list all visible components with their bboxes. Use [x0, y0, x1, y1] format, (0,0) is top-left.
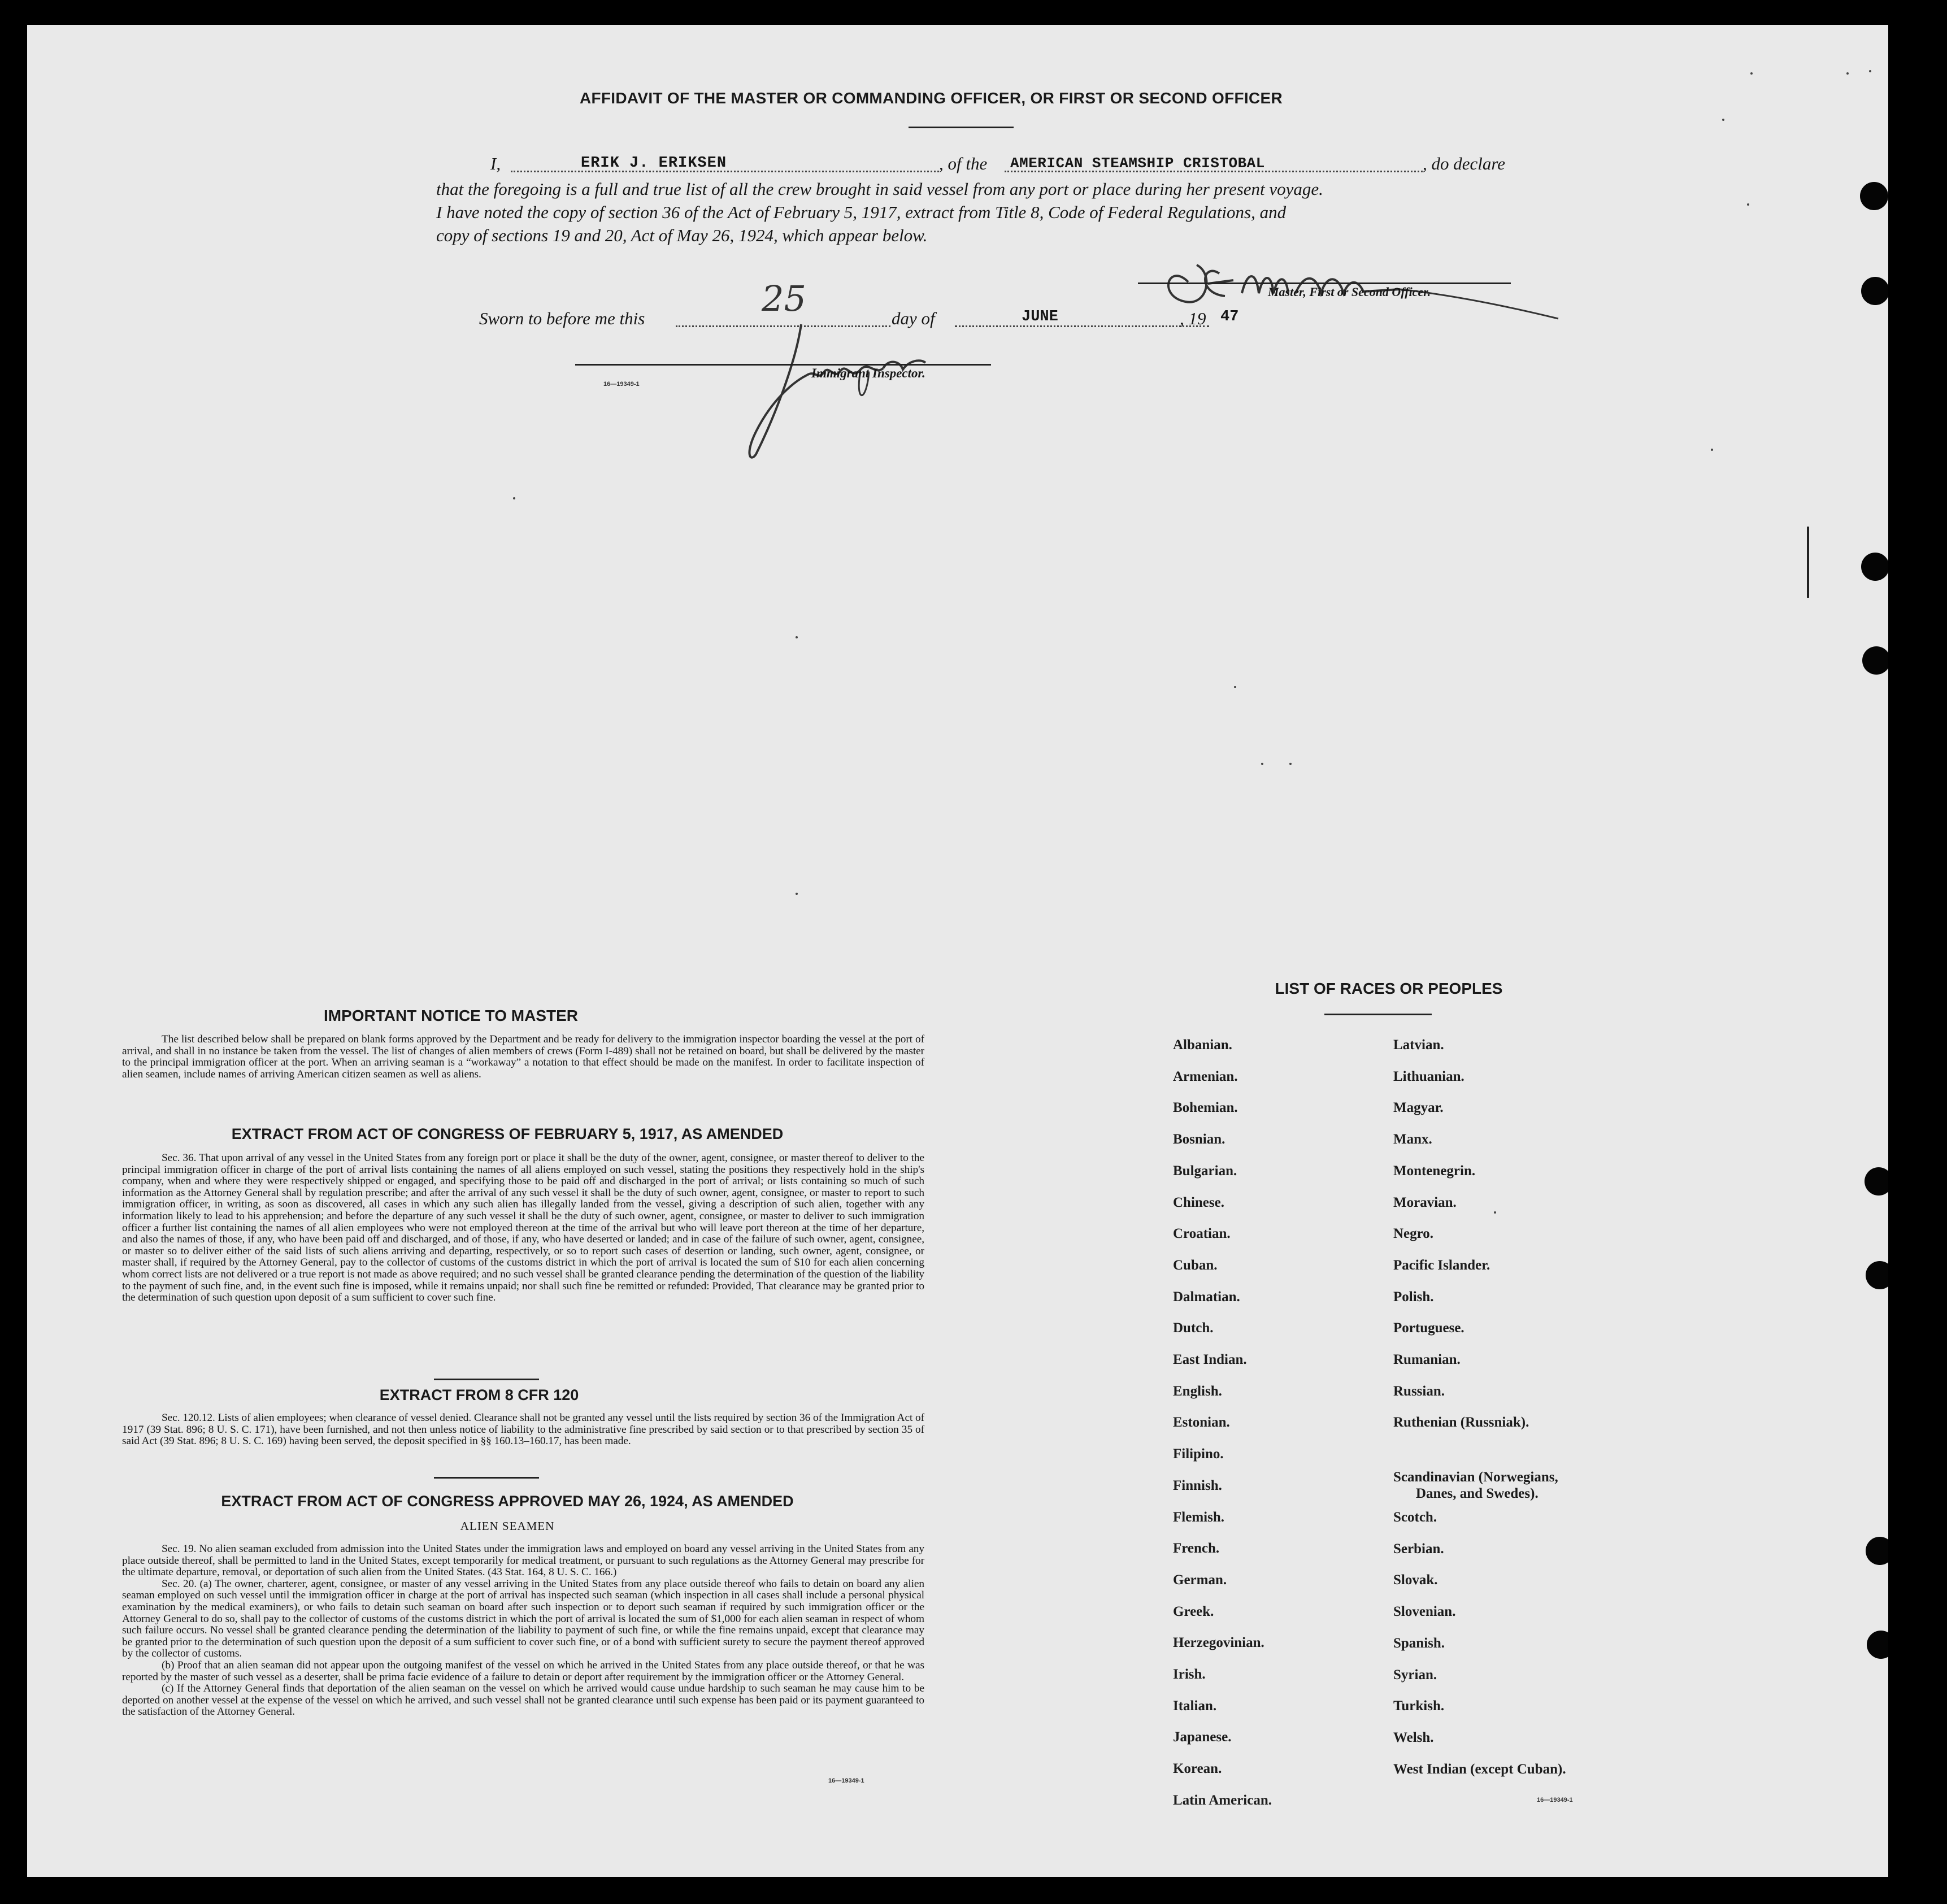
officer-signature-line — [1138, 282, 1511, 284]
punch-hole — [1860, 182, 1888, 210]
margin-mark — [1807, 527, 1809, 598]
races-right-column-bottom — [1393, 1502, 1566, 1785]
affidavit-line-4: copy of sections 19 and 20, Act of May 26, 1924, which appear below. — [436, 225, 928, 245]
race-item: Magyar. — [1393, 1100, 1444, 1116]
extract-1917-body — [122, 1153, 924, 1304]
punch-hole — [1865, 1167, 1888, 1196]
affidavit-form-number: 16—19349-1 — [603, 381, 640, 388]
section-19-paragraph: Sec. 19. No alien seaman excluded from admission into the United States under the immigration laws and employed on board any vessel arriving in the United States from any place outside thereof, shall be permitted to land in the United States, except temporarily for medical treatment, or pursuant to such regulations as the Attorney General may prescribe for the ultimate departure, removal, or deportation of such alien from the United States. (43 Stat. 164, 8 U. S. C. 166.) — [122, 1543, 924, 1579]
race-item: Korean. — [1173, 1761, 1222, 1777]
inspector-signature-image — [739, 319, 976, 466]
race-item: Syrian. — [1393, 1667, 1437, 1683]
race-item: Turkish. — [1393, 1698, 1445, 1714]
race-item: Latin American. — [1173, 1792, 1272, 1808]
race-item: Chinese. — [1173, 1194, 1224, 1210]
race-item: Irish. — [1173, 1667, 1206, 1683]
race-item: Slovak. — [1393, 1572, 1438, 1588]
punch-hole — [1862, 646, 1888, 675]
race-item: Moravian. — [1393, 1194, 1457, 1210]
punch-hole — [1867, 1631, 1888, 1659]
race-item: Latvian. — [1393, 1037, 1444, 1053]
year-prefix: , 19 — [1180, 308, 1206, 328]
speck — [1711, 449, 1713, 451]
extract-1924-body — [122, 1544, 924, 1718]
races-left-column — [1173, 1029, 1272, 1816]
document-page — [27, 25, 1888, 1877]
section-rule-2 — [434, 1477, 539, 1479]
inspector-signature-line — [575, 364, 991, 366]
inspector-caption: Immigrant Inspector. — [811, 366, 925, 380]
race-item: Montenegrin. — [1393, 1163, 1476, 1179]
section-36-paragraph: Sec. 36. That upon arrival of any vessel in the United States from any foreign port or place it shall be the duty of the owner, agent, consignee, or master thereof to deliver to the principal immigration officer in charge of the port of arrival lists containing the names of all aliens employed on such vessel, stating the positions they respectively hold in the ship's company, when and where they were respectively shipped or engaged, and specifying those to be paid off and discharged in the port of arrival; or lists containing so much of such information as the Attorney General shall by regulation prescribe; and after the arrival of any such vessel it shall be the duty of such owner, agent, consignee, or master to report to such immigration officer, in writing, as soon as discovered, all cases in which any such alien has illegally landed from the vessel, giving a description of such alien, together with any information likely to lead to his apprehension; and before the departure of any such vessel it shall be the duty of such owner, agent, consignee, or master to deliver to such immigration officer a further list containing the names of all alien employees who were not employed thereon at the time of the arrival but who will leave port thereon at the time of her departure, and also the names of those, if any, who have been paid off and discharged, and of those, if any, who have deserted or landed; and in case of the failure of such owner, agent, consignee, or master so to deliver either of the said lists of such aliens arriving and departing, respectively, or so to report such cases of desertion or landing, such owner, agent, consignee, or master shall, if required by the Attorney General, pay to the collector of customs of the customs district in which the port of arrival is located the sum of $10 for each alien concerning whom correct lists are not delivered or a true report is not made as above required; and no such vessel shall be granted clearance pending the determination of the question of the liability to the payment of such fine, and, in the event such fine is imposed, while it remains unpaid; nor shall such fine be remitted or refunded: Provided, That clearance may be granted prior to the determination of such question upon deposit of a sum sufficient to cover such fine. — [122, 1152, 924, 1304]
day-of-text: day of — [892, 308, 935, 328]
affidavit-line-2: that the foregoing is a full and true list of all the crew brought in said vessel from any port or place during her present voyage. — [436, 179, 1323, 199]
race-item: Armenian. — [1173, 1068, 1238, 1084]
speck — [1722, 119, 1724, 121]
race-item: Bulgarian. — [1173, 1163, 1237, 1179]
race-item: Ruthenian (Russniak). — [1393, 1415, 1529, 1431]
affidavit-body — [436, 177, 1521, 247]
text-of-the: , of the — [939, 154, 988, 173]
race-item: Polish. — [1393, 1289, 1434, 1305]
race-item: Spanish. — [1393, 1635, 1445, 1651]
race-item: Cuban. — [1173, 1257, 1218, 1273]
race-item: Herzegovinian. — [1173, 1635, 1264, 1651]
section-rule-1 — [434, 1379, 539, 1380]
section-20c-paragraph: (c) If the Attorney General finds that deportation of the alien seaman on the vessel on which he arrived would cause undue hardship to such seaman he may cause him to be deported on another vessel at the expense of the vessel on which he arrived, and such vessel shall not be granted clearance until such expense has been paid or its payment guaranteed to the satisfaction of the Attorney General. — [122, 1683, 924, 1718]
race-item: English. — [1173, 1383, 1222, 1399]
race-item: Greek. — [1173, 1603, 1214, 1619]
race-item: Dutch. — [1173, 1320, 1214, 1336]
extract-1917-heading: EXTRACT FROM ACT OF CONGRESS OF FEBRUARY 5, 1917, AS AMENDED — [231, 1125, 784, 1142]
race-item: Russian. — [1393, 1383, 1445, 1399]
sworn-month-line — [955, 325, 1209, 327]
sworn-day: 25 — [762, 278, 806, 319]
sworn-text: Sworn to before me this — [479, 308, 645, 328]
race-item: German. — [1173, 1572, 1227, 1588]
officer-signature-caption: Master, First or Second Officer. — [1268, 285, 1431, 299]
race-item: Portuguese. — [1393, 1320, 1464, 1336]
notice-paragraph: The list described below shall be prepared on blank forms approved by the Department and be ready for delivery to the immigration inspector boarding the vessel at the port of arrival, and shall in no instance be taken from the vessel. The list of changes of alien members of crews (Form I-489) shall not be retained on board, but shall be delivered by the master to the principal immigration officer at the port. When an arriving seaman is a “workaway” a notation to that effect should be made on the manifest. In order to facilitate inspection of alien seamen, include names of arriving American citizen seamen as well as aliens. — [122, 1033, 924, 1080]
speck — [1750, 72, 1753, 75]
race-item: Rumanian. — [1393, 1352, 1461, 1368]
extract-form-number: 16—19349-1 — [828, 1777, 864, 1784]
text-i: I, — [490, 154, 501, 173]
text-do-declare: , do declare — [1423, 154, 1506, 173]
race-item: Bohemian. — [1173, 1100, 1238, 1116]
speck — [796, 636, 798, 638]
race-item: Estonian. — [1173, 1415, 1230, 1431]
punch-hole — [1866, 1537, 1888, 1565]
speck — [1234, 686, 1236, 688]
race-item: Japanese. — [1173, 1729, 1232, 1745]
notice-body — [122, 1034, 924, 1080]
year-suffix: 47 — [1220, 308, 1239, 325]
affidavit-title: AFFIDAVIT OF THE MASTER OR COMMANDING OFFICER, OR FIRST OR SECOND OFFICER — [579, 89, 1283, 107]
extract-1924-heading: EXTRACT FROM ACT OF CONGRESS APPROVED MAY 26, 1924, AS AMENDED — [221, 1493, 794, 1510]
punch-hole — [1866, 1261, 1888, 1289]
race-item: West Indian (except Cuban). — [1393, 1761, 1566, 1777]
race-item: Scotch. — [1393, 1510, 1437, 1525]
race-item: Filipino. — [1173, 1446, 1224, 1462]
race-item: Flemish. — [1173, 1509, 1224, 1525]
race-item: Pacific Islander. — [1393, 1257, 1490, 1273]
speck — [796, 893, 798, 895]
extract-1924-subheading: ALIEN SEAMEN — [460, 1519, 555, 1533]
speck — [513, 497, 515, 499]
speck — [1494, 1211, 1496, 1214]
race-item: Croatian. — [1173, 1226, 1231, 1242]
races-heading: LIST OF RACES OR PEOPLES — [1275, 980, 1503, 997]
races-rule — [1324, 1014, 1432, 1015]
speck — [1869, 70, 1871, 72]
race-scandinavian-line-1: Scandinavian (Norwegians, — [1393, 1470, 1558, 1485]
sworn-month: JUNE — [1022, 308, 1058, 325]
punch-hole — [1861, 277, 1888, 305]
race-item: Welsh. — [1393, 1729, 1434, 1745]
officer-name: ERIK J. ERIKSEN — [581, 155, 727, 172]
speck — [1747, 203, 1749, 206]
section-120-12-paragraph: Sec. 120.12. Lists of alien employees; when clearance of vessel denied. Clearance shall not be granted any vessel until the lists required by section 36 of the Immigration Act of 1917 (39 Stat. 896; 8 U. S. C. 171), have been furnished, and not then unless notice of liability to the administrative fine prescribed by said section or to that prescribed by section 35 of said Act (39 Stat. 896; 8 U. S. C. 169) having been served, the deposit specified in §§ 160.13–160.17, has been made. — [122, 1412, 924, 1447]
race-item: Manx. — [1393, 1132, 1432, 1147]
title-rule — [909, 127, 1014, 128]
race-item: Lithuanian. — [1393, 1068, 1464, 1084]
section-20a-paragraph: Sec. 20. (a) The owner, charterer, agent, consignee, or master of any vessel arriving in the United States from any place outside thereof who fails to detain on board any alien seaman employed on such vessel until the immigration officer in charge at the port of arrival has inspected such seaman (which inspection in all cases shall include a personal physical examination by the medical examiners), or who fails to detain such seaman on board after such inspection or to deport such seaman if required by such immigration officer or the Attorney General to do so, shall pay to the collector of customs of the customs district in which the port of arrival is located the sum of $1,000 for each alien seaman in respect of whom such failure occurs. No vessel shall be granted clearance pending the determination of the liability to payment of such fine, or while the fine remains unpaid, except that clearance may be granted prior to the determination of such question upon the deposit of a sum sufficient to cover such fine, or of a bond with sufficient surety to secure the payment thereof approved by the collector of customs. — [122, 1577, 924, 1660]
extract-cfr-body — [122, 1412, 924, 1447]
vessel-name: AMERICAN STEAMSHIP CRISTOBAL — [1010, 155, 1265, 172]
extract-cfr-heading: EXTRACT FROM 8 CFR 120 — [379, 1386, 579, 1403]
races-scandinavian — [1393, 1469, 1558, 1502]
section-20b-paragraph: (b) Proof that an alien seaman did not appear upon the outgoing manifest of the vessel on which he arrived in the United States from any place outside thereof, or that he was reported by the master of such vessel as a deserter, shall be prima facie evidence of a failure to detain or deport after requirement by the immigration officer or the Attorney General. — [122, 1659, 924, 1683]
affidavit-line-3: I have noted the copy of section 36 of the Act of February 5, 1917, extract from Title 8, Code of Federal Regulations, and — [436, 202, 1287, 222]
race-item: Slovenian. — [1393, 1604, 1456, 1620]
race-item: Finnish. — [1173, 1477, 1222, 1493]
speck — [1289, 763, 1292, 765]
races-right-column-top — [1393, 1029, 1529, 1438]
notice-heading: IMPORTANT NOTICE TO MASTER — [323, 1007, 579, 1024]
punch-hole — [1861, 553, 1888, 581]
speck — [1846, 72, 1849, 75]
race-item: Negro. — [1393, 1226, 1434, 1242]
race-scandinavian-line-2: Danes, and Swedes). — [1416, 1486, 1539, 1501]
race-item: Serbian. — [1393, 1541, 1444, 1557]
races-form-number: 16—19349-1 — [1537, 1797, 1573, 1803]
race-item: Albanian. — [1173, 1037, 1232, 1053]
speck — [1261, 763, 1263, 765]
race-item: Bosnian. — [1173, 1132, 1225, 1147]
race-item: East Indian. — [1173, 1352, 1247, 1368]
race-item: Italian. — [1173, 1698, 1217, 1714]
race-item: Dalmatian. — [1173, 1289, 1240, 1305]
race-item: French. — [1173, 1541, 1220, 1557]
